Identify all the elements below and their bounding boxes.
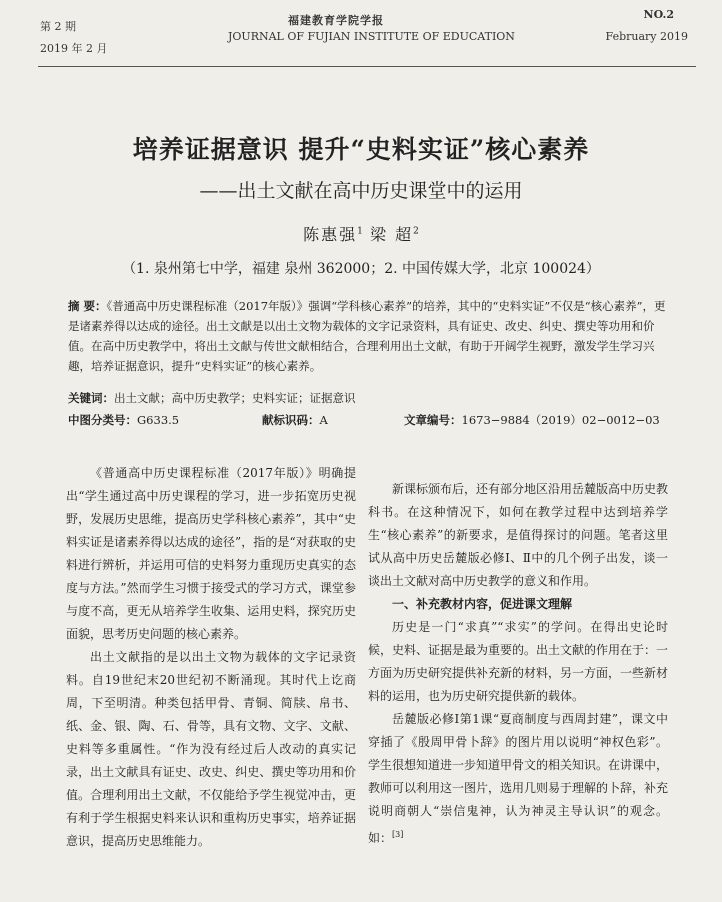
paragraph: 《普通高中历史课程标准（2017年版）》明确提出“学生通过高中历史课程的学习，进一步拓宽历史视野，发展历史思维，提高历史学科核心素养”，其中“史料实证是诸素养得以达成的途径”，指的是“对获取的史料进行辨析，并运用可信的史料努力重现历史真实的态度与方法。”然而学生习惯于接受式的学习方式，课堂参与度不高，更无从培养学生收集、运用史料，探究历史面貌，思考历史问题的核心素养。 [66, 466, 356, 641]
clc-value: G633.5 [137, 413, 180, 427]
reference-mark: [3] [392, 830, 404, 839]
article-number-value: 1673−9884（2019）02−0012−03 [461, 413, 660, 427]
author-1-affil-mark: 1 [357, 226, 363, 237]
journal-name-en: JOURNAL OF FUJIAN INSTITUTE OF EDUCATION [228, 30, 515, 43]
author-2: 梁 超 [370, 225, 414, 244]
author-2-affil-mark: 2 [413, 226, 419, 237]
abstract-text: 《普通高中历史课程标准（2017年版）》强调“学科核心素养”的培养，其中的“史料实证”不仅是“核心素养”，更是诸素养得以达成的途径。出土文献是以出土文物为载体的文字记录资料，具有证史、改史、纠史、撰史等功用和价值。在高中历史教学中，将出土文献与传世文献相结合，合理利用出土文献，有助于开阔学生视野，激发学生学习兴趣，培养证据意识，提升“史料实证”的核心素养。 [68, 299, 666, 373]
document-code [262, 412, 328, 428]
article-title: 培养证据意识 提升“史料实证”核心素养 [132, 135, 590, 164]
authors [0, 222, 722, 245]
paragraph [368, 708, 668, 850]
issue-date-cn: 2019 年 2 月 [40, 42, 108, 55]
keywords [68, 390, 356, 406]
paragraph: 出土文献指的是以出土文物为载体的文字记录资料。自19世纪末20世纪初不断涌现。其时代上讫商周，下至明清。种类包括甲骨、青铜、简牍、帛书、纸、金、银、陶、石、骨等，具有文物、文字、文献、史料等多重属性。“作为没有经过后人改动的真实记录，出土文献具有证史、改史、纠史、撰史等功用和价值。合理利用出土文献，不仅能给予学生视觉冲击，更有利于学生根据史料来认识和重构历史事实，培养证据意识，提高历史思维能力。 [66, 650, 356, 848]
journal-name-cn: 福建教育学院学报 [288, 14, 384, 27]
header-rule [38, 66, 696, 67]
author-1: 陈惠强 [303, 225, 358, 244]
abstract-label: 摘 要： [68, 299, 107, 313]
abstract [68, 296, 666, 376]
issue-date-en: February 2019 [605, 30, 688, 43]
article-number-label: 文章编号： [404, 413, 462, 427]
article-number [404, 412, 660, 428]
paragraph: 新课标颁布后，还有部分地区沿用岳麓版高中历史教科书。在这种情况下，如何在教学过程中达到培养学生“核心素养”的新要求，是值得探讨的问题。笔者这里试从高中历史岳麓版必修Ⅰ、Ⅱ中的几个例子出发，谈一谈出土文献对高中历史教学的意义和作用。 [368, 482, 669, 588]
keywords-text: 出土文献；高中历史教学；史料实证；证据意识 [114, 391, 356, 405]
section-heading: 一、补充教材内容，促进课文理解 [392, 597, 573, 611]
document-code-value: A [319, 413, 328, 427]
document-code-label: 献标识码： [262, 413, 320, 427]
issue-number-en: NO.2 [643, 8, 674, 21]
clc-label: 中图分类号： [68, 413, 137, 427]
keywords-label: 关键词： [68, 391, 114, 405]
clc-number [68, 412, 179, 428]
issue-number-cn: 第 2 期 [40, 20, 76, 33]
affiliations: （1. 泉州第七中学，福建 泉州 362000；2. 中国传媒大学，北京 100024） [122, 261, 600, 277]
paragraph: 历史是一门“求真”“求实”的学问。在得出史论时候，史料、证据是最为重要的。出土文献的作用在于：一方面为历史研究提供补充新的材料，另一方面，一些新材料的运用，也为历史研究提供新的载体。 [368, 620, 669, 703]
article-subtitle: ——出土文献在高中历史课堂中的运用 [199, 180, 523, 202]
body-right-column [368, 478, 668, 850]
paragraph-text: 岳麓版必修Ⅰ第1课“夏商制度与西周封建”，课文中穿插了《殷周甲骨卜辞》的图片用以说明“神权色彩”。学生很想知道进一步知道甲骨文的相关知识。在讲课中，教师可以利用这一图片，选用几则易于理解的卜辞，补充说明商朝人“崇信鬼神，认为神灵主导认识”的观念。如： [368, 712, 669, 845]
body-left-column [66, 462, 356, 853]
